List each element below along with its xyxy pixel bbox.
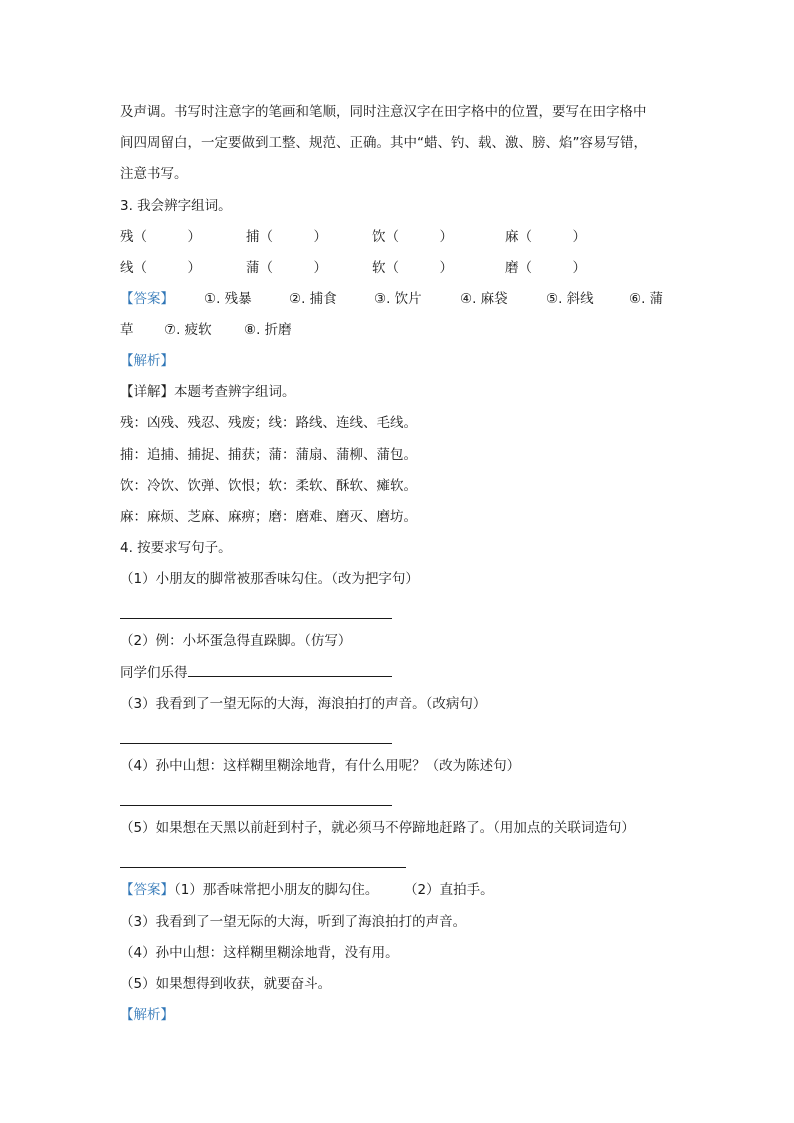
q4-item-5: （5）如果想在天黑以前赶到村子，就必须马不停蹄地赶路了。（用加点的关联词造句） xyxy=(120,820,635,836)
q3-word-cell: 残（ ） xyxy=(120,229,201,245)
q3-analysis-tag: 【解析】 xyxy=(120,353,174,369)
q4-answer-2: （2）直拍手。 xyxy=(404,882,494,898)
q3-answer-tag: 【答案】 xyxy=(120,291,174,307)
q3-title: 3. 我会辨字组词。 xyxy=(120,198,232,214)
q4-item-2: （2）例：小坏蛋急得直跺脚。（仿写） xyxy=(120,633,352,649)
intro-line-1: 及声调。书写时注意字的笔画和笔顺，同时注意汉字在田字格中的位置，要写在田字格中 xyxy=(120,104,647,120)
q3-detail-line xyxy=(120,382,296,402)
q4-analysis-tag: 【解析】 xyxy=(120,1007,174,1023)
q4-answer-5: （5）如果想得到收获，就要奋斗。 xyxy=(120,976,332,992)
q3-answer-item: ②. 捕食 xyxy=(289,291,337,307)
q4-item-3: （3）我看到了一望无际的大海，海浪拍打的声音。（改病句） xyxy=(120,696,487,712)
q4-title: 4. 按要求写句子。 xyxy=(120,540,232,556)
q4-item-2-prefix: 同学们乐得 xyxy=(120,665,188,681)
q4-answer-3: （3）我看到了一望无际的大海，听到了海浪拍打的声音。 xyxy=(120,914,467,930)
q3-explanation-line: 麻：麻烦、芝麻、麻痹；磨：磨难、磨灭、磨坊。 xyxy=(120,509,417,525)
q4-answer-4: （4）孙中山想：这样糊里糊涂地背，没有用。 xyxy=(120,945,399,961)
q3-answer-item: ①. 残暴 xyxy=(204,291,252,307)
answer-blank-line[interactable] xyxy=(188,662,392,677)
q3-answer-item: ⑦. 疲软 xyxy=(164,322,212,338)
intro-line-3: 注意书写。 xyxy=(120,166,188,182)
q4-answer-line-1 xyxy=(120,880,378,900)
q3-answer-item: ④. 麻袋 xyxy=(460,291,508,307)
q3-answer-item: 草 xyxy=(120,322,134,338)
q3-word-cell: 线（ ） xyxy=(120,260,201,276)
answer-blank-line[interactable] xyxy=(120,743,392,744)
q3-word-cell: 软（ ） xyxy=(372,260,453,276)
q4-answer-1: （1）那香味常把小朋友的脚勾住。 xyxy=(174,882,379,898)
q4-item-4: （4）孙中山想：这样糊里糊涂地背，有什么用呢？（改为陈述句） xyxy=(120,758,521,774)
q3-detail-text: 本题考查辨字组词。 xyxy=(174,384,296,400)
q3-word-cell: 麻（ ） xyxy=(505,229,586,245)
q3-word-cell: 磨（ ） xyxy=(505,260,586,276)
q3-answer-item: ⑥. 蒲 xyxy=(629,291,664,307)
q3-word-cell: 饮（ ） xyxy=(372,229,453,245)
answer-blank-line[interactable] xyxy=(120,805,392,806)
intro-line-2: 间四周留白，一定要做到工整、规范、正确。其中“蜡、钓、载、激、膀、焰”容易写错， xyxy=(120,135,647,151)
q3-detail-tag: 【详解】 xyxy=(120,384,174,400)
q3-explanation-line: 饮：冷饮、饮弹、饮恨；软：柔软、酥软、瘫软。 xyxy=(120,478,417,494)
answer-blank-line[interactable] xyxy=(120,618,392,619)
q3-answer-item: ⑤. 斜线 xyxy=(546,291,594,307)
q3-word-cell: 蒲（ ） xyxy=(246,260,327,276)
q3-explanation-line: 残：凶残、残忍、残废；线：路线、连线、毛线。 xyxy=(120,415,417,431)
q3-answer-item: ③. 饮片 xyxy=(374,291,422,307)
q4-answer-tag: 【答案】 xyxy=(120,882,174,898)
q3-word-cell: 捕（ ） xyxy=(246,229,327,245)
q4-item-1: （1）小朋友的脚常被那香味勾住。（改为把字句） xyxy=(120,571,419,587)
q3-answer-item: ⑧. 折磨 xyxy=(244,322,292,338)
q3-explanation-line: 捕：追捕、捕捉、捕获；蒲：蒲扇、蒲柳、蒲包。 xyxy=(120,447,417,463)
answer-blank-line[interactable] xyxy=(120,867,406,868)
q4-item-2-fill-line xyxy=(120,662,392,683)
